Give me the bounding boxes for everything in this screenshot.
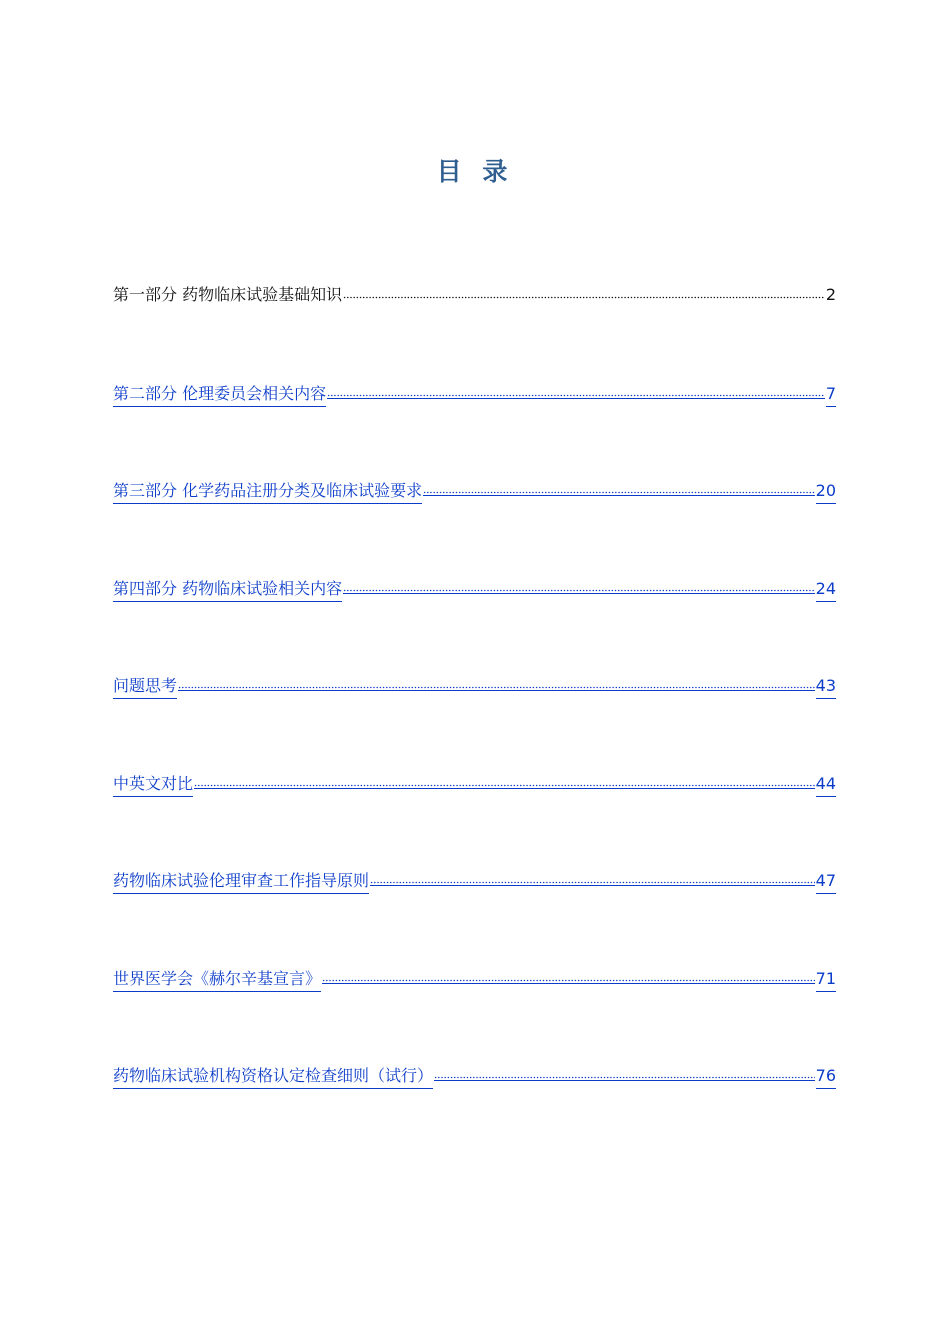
toc-page-number: 24 (816, 577, 836, 602)
toc-dot-leader (370, 865, 815, 886)
toc-entry-part-3[interactable] (113, 475, 836, 499)
toc-page-number: 44 (816, 772, 836, 797)
toc-page-number: 7 (826, 382, 836, 407)
toc-entry-part-4[interactable] (113, 573, 836, 597)
toc-entry-helsinki[interactable] (113, 963, 836, 987)
toc-entry-part-2[interactable] (113, 378, 836, 402)
toc-entry-inspection-rules[interactable] (113, 1060, 836, 1084)
toc-dot-leader (327, 378, 825, 399)
table-of-contents (113, 280, 836, 1158)
toc-entry-ethics-guidelines[interactable] (113, 865, 836, 889)
toc-dot-leader (343, 280, 825, 300)
toc-dot-leader (178, 670, 815, 691)
toc-dot-leader (343, 573, 815, 594)
toc-entry-label: 问题思考 (113, 674, 177, 699)
toc-entry-part-1[interactable] (113, 280, 836, 304)
toc-entry-label: 第一部分 药物临床试验基础知识 (113, 285, 343, 304)
toc-entry-label: 中英文对比 (113, 772, 193, 797)
toc-entry-glossary[interactable] (113, 768, 836, 792)
toc-entry-label: 药物临床试验机构资格认定检查细则（试行） (113, 1064, 433, 1089)
toc-page-number: 47 (816, 869, 836, 894)
toc-page-number: 76 (816, 1064, 836, 1089)
toc-dot-leader (423, 475, 815, 496)
toc-page-number: 2 (825, 285, 836, 304)
toc-dot-leader (322, 963, 815, 984)
toc-page-number: 20 (816, 479, 836, 504)
toc-page-number: 43 (816, 674, 836, 699)
page-title: 目 录 (436, 157, 514, 186)
toc-entry-label: 第三部分 化学药品注册分类及临床试验要求 (113, 479, 422, 504)
toc-entry-label: 第四部分 药物临床试验相关内容 (113, 577, 342, 602)
toc-entry-label: 药物临床试验伦理审查工作指导原则 (113, 869, 369, 894)
toc-dot-leader (434, 1060, 815, 1081)
toc-page-number: 71 (816, 967, 836, 992)
toc-entry-questions[interactable] (113, 670, 836, 694)
toc-entry-label: 世界医学会《赫尔辛基宣言》 (113, 967, 321, 992)
toc-dot-leader (194, 768, 815, 789)
toc-entry-label: 第二部分 伦理委员会相关内容 (113, 382, 326, 407)
